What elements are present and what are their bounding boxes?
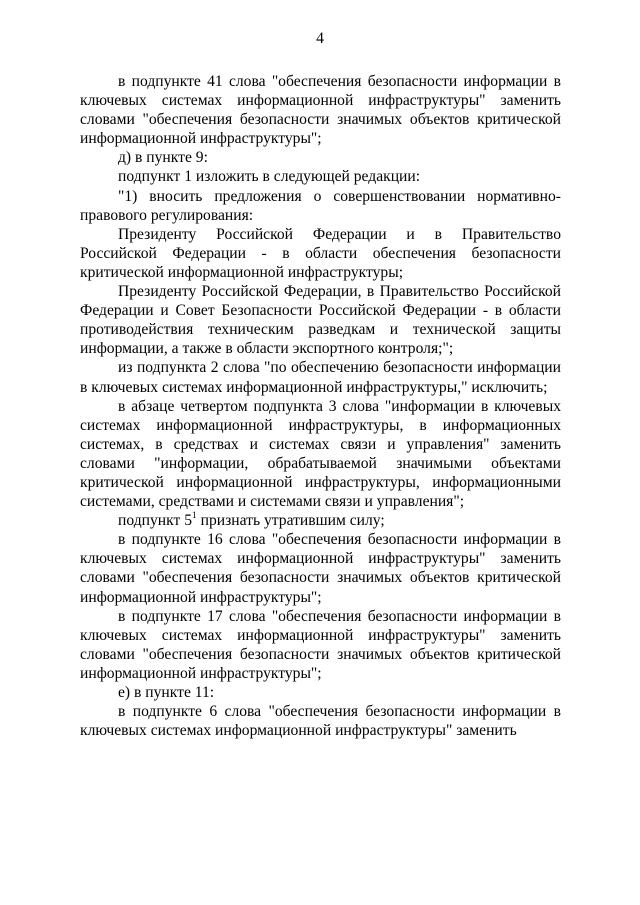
paragraph-4: "1) вносить предложения о совершенствовании нормативно-правового регулирования: — [80, 187, 561, 224]
paragraph-12: е) в пункте 11: — [118, 684, 215, 701]
paragraph-9-text-after: признать утратившим силу; — [196, 512, 385, 530]
paragraph-3: подпункт 1 изложить в следующей редакции: — [118, 168, 421, 186]
paragraph-8: в абзаце четвертом подпункта 3 слова "информации в ключевых системах информационной инфраструктуры, в информационных системах, в средствах и системах связи и управления" заменить словами "информации, обрабатываемой значимыми объектами критической информационной инфраструктуры, информационными системами, средствами и системами связи и управления"; — [80, 397, 561, 511]
paragraph-7: из подпункта 2 слова "по обеспечению безопасности информации в ключевых системах информационной инфраструктуры," исключить; — [80, 359, 561, 396]
paragraph-11: в подпункте 17 слова "обеспечения безопасности информации в ключевых системах информационной инфраструктуры" заменить словами "обеспечения безопасности значимых объектов критической информационной инфраструктуры"; — [80, 607, 561, 682]
paragraph-9 — [80, 511, 561, 530]
paragraph-10: в подпункте 16 слова "обеспечения безопасности информации в ключевых системах информационной инфраструктуры" заменить словами "обеспечения безопасности значимых объектов критической информационной инфраструктуры"; — [80, 531, 561, 606]
paragraph-13: в подпункте 6 слова "обеспечения безопасности информации в ключевых системах информационной инфраструктуры" заменить — [80, 703, 561, 740]
paragraph-6: Президенту Российской Федерации, в Правительство Российской Федерации и Совет Безопасности Российской Федерации - в области противодействия техническим разведкам и технической защиты информации, а также в области экспортного контроля;"; — [80, 283, 561, 358]
page-number: 4 — [316, 30, 324, 47]
paragraph-2: д) в пункте 9: — [118, 149, 208, 167]
paragraph-1: в подпункте 41 слова "обеспечения безопасности информации в ключевых системах информационной инфраструктуры" заменить словами "обеспечения безопасности значимых объектов критической информационной инфраструктуры"; — [80, 73, 561, 148]
paragraph-9-text-before: подпункт 5 — [118, 512, 192, 530]
paragraph-9-superscript: 1 — [192, 510, 197, 521]
document-body — [80, 72, 561, 740]
paragraph-5: Президенту Российской Федерации и в Правительство Российской Федерации - в области обеспечения безопасности критической информационной инфраструктуры; — [80, 225, 561, 281]
